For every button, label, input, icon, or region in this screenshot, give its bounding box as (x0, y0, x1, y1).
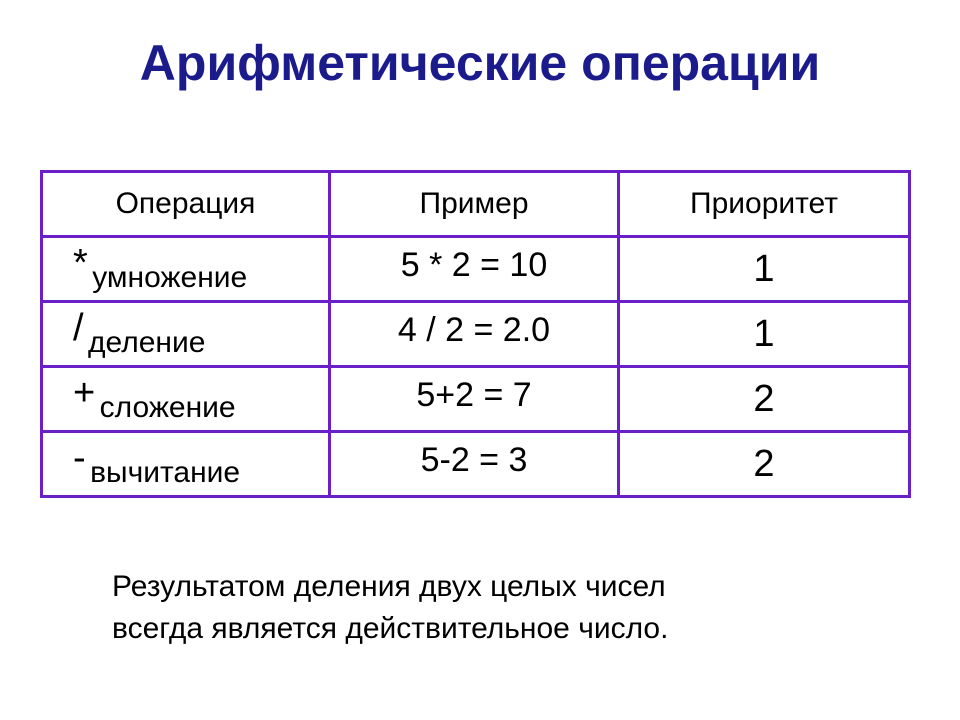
priority-cell: 1 (619, 302, 910, 367)
operation-symbol: - (73, 436, 86, 479)
example-text: 5 * 2 = 10 (400, 245, 548, 284)
header-operation: Операция (42, 172, 330, 237)
table-row (42, 302, 910, 367)
operation-symbol: + (73, 371, 96, 414)
operation-name: сложение (99, 390, 236, 424)
operation-cell (42, 432, 330, 497)
operation-symbol: * (73, 241, 88, 284)
operation-name: вычитание (90, 455, 241, 489)
operations-table (40, 170, 911, 498)
note-line-1: Результатом деления двух целых чисел (112, 570, 666, 603)
priority-cell: 2 (619, 432, 910, 497)
table-row (42, 432, 910, 497)
operation-cell (42, 237, 330, 302)
example-cell (330, 237, 619, 302)
header-example: Пример (330, 172, 619, 237)
table-header-row (42, 172, 910, 237)
page-title: Арифметические операции (139, 35, 821, 91)
example-cell (330, 302, 619, 367)
note-line-2: всегда является действительное число. (112, 612, 669, 645)
priority-cell: 2 (619, 367, 910, 432)
operation-name: деление (88, 325, 206, 359)
operation-name: умножение (92, 260, 248, 294)
example-text: 5-2 = 3 (420, 440, 528, 479)
table-row (42, 237, 910, 302)
priority-cell: 1 (619, 237, 910, 302)
division-note (112, 566, 912, 650)
example-text: 4 / 2 = 2.0 (397, 310, 551, 349)
example-cell (330, 432, 619, 497)
example-text: 5+2 = 7 (416, 375, 532, 414)
table-row (42, 367, 910, 432)
example-cell (330, 367, 619, 432)
operation-cell (42, 302, 330, 367)
operation-symbol: / (73, 306, 84, 349)
header-priority: Приоритет (619, 172, 910, 237)
operation-cell (42, 367, 330, 432)
